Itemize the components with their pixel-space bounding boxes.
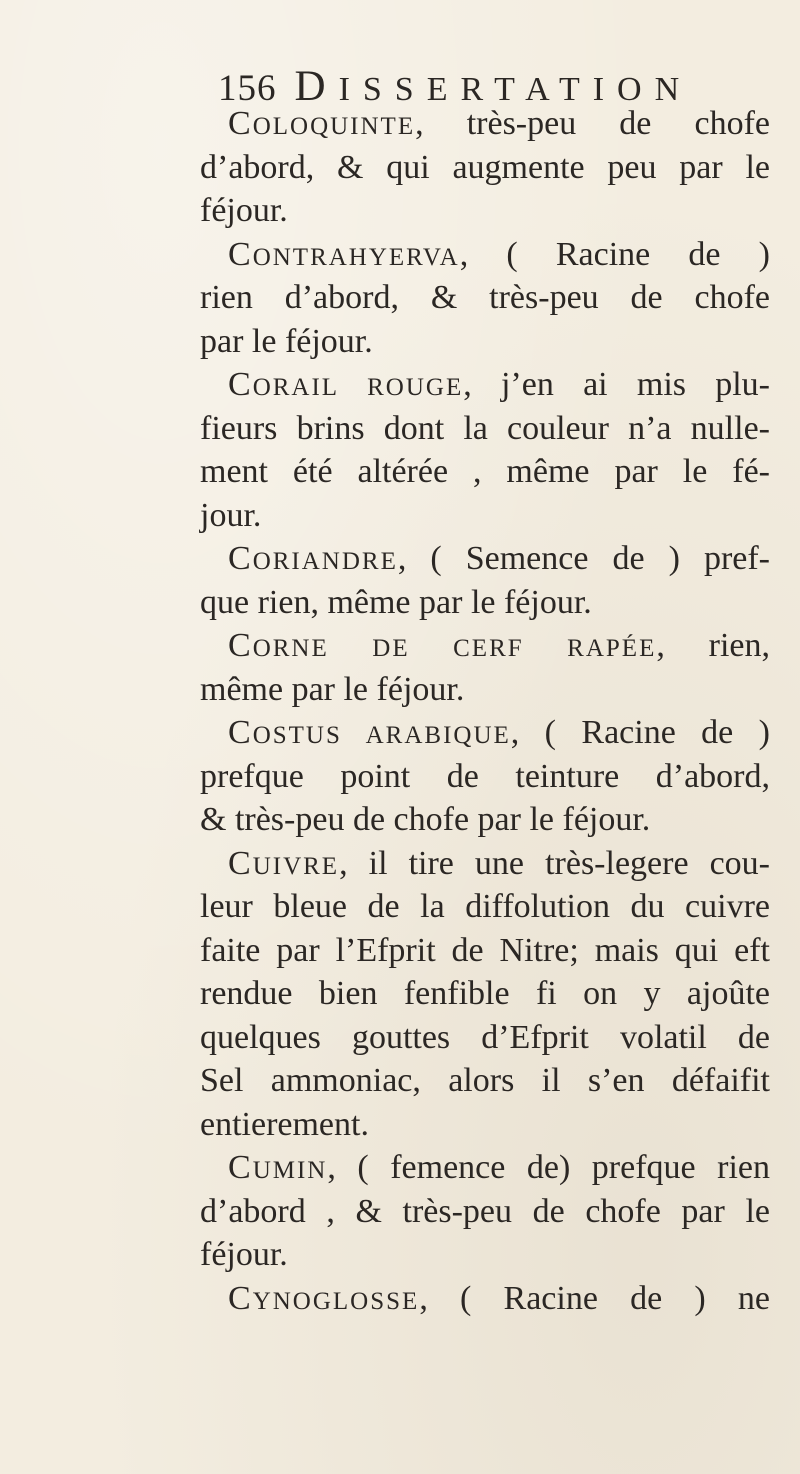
entry-corne-line-1: CORNE DE CERF RAPÉE, rien, (228, 627, 770, 664)
entry-contrahyerva-line-3: par le féjour. (200, 322, 373, 360)
entry-coriandre-line-2: que rien, même par le féjour. (200, 583, 592, 621)
page-number: 156 (218, 68, 277, 109)
entry-corne-line-2: même par le féjour. (200, 670, 465, 708)
entry-costus-line-1: COSTUS ARABIQUE, ( Racine de ) (228, 714, 770, 751)
entry-cynoglosse-line-1: CYNOGLOSSE, ( Racine de ) ne (228, 1279, 770, 1317)
entry-term: CORIANDRE (228, 540, 398, 577)
entry-term: CUIVRE (228, 844, 340, 882)
running-head-rest: ISSERTATION (338, 71, 693, 108)
entry-term: CORNE DE CERF RAPÉE (228, 627, 657, 664)
entry-cuivre-line-1: CUIVRE, il tire une très-legere cou- (228, 844, 770, 882)
entry-contrahyerva-line-2: rien d’abord, & très-peu de chofe (200, 279, 770, 316)
entry-coriandre-line-1: CORIANDRE, ( Semence de ) pref- (228, 540, 770, 577)
entry-cuivre-line-3: faite par l’Efprit de Nitre; mais qui eft (200, 931, 770, 969)
entry-cumin-line-3: féjour. (200, 1236, 288, 1273)
entry-cuivre-line-5: quelques gouttes d’Efprit volatil de (200, 1018, 770, 1056)
entry-cuivre-line-4: rendue bien fenfible fi on y ajoûte (200, 975, 770, 1012)
entry-cuivre-line-2: leur bleue de la diffolution du cuivre (200, 888, 770, 925)
entry-cuivre-line-7: entierement. (200, 1105, 369, 1143)
dictionary-text (200, 102, 770, 1320)
entry-costus-line-3: & très-peu de chofe par le féjour. (200, 801, 651, 838)
entry-corail-line-1: CORAIL ROUGE, j’en ai mis plu- (228, 366, 771, 403)
entry-contrahyerva-line-1: CONTRAHYERVA, ( Racine de ) (228, 235, 770, 273)
entry-term: COLOQUINTE (228, 105, 416, 142)
entry-term: CORAIL ROUGE (228, 366, 464, 403)
entry-coloquinte-line-1: COLOQUINTE, très-peu de chofe (228, 105, 770, 142)
entry-cumin-line-2: d’abord , & très-peu de chofe par le (200, 1192, 770, 1230)
entry-term: CUMIN (228, 1149, 328, 1186)
entry-term: COSTUS ARABIQUE (228, 714, 511, 751)
entry-corail-line-2: fieurs brins dont la couleur n’a nulle- (200, 409, 770, 447)
entry-corail-line-3: ment été altérée , même par le fé- (200, 453, 770, 490)
entry-coloquinte-line-2: d’abord, & qui augmente peu par le (200, 148, 770, 186)
entry-costus-line-2: prefque point de teinture d’abord, (200, 757, 770, 795)
entry-cumin-line-1: CUMIN, ( femence de) prefque rien (228, 1149, 770, 1186)
entry-term: CYNOGLOSSE (228, 1279, 420, 1317)
entry-cuivre-line-6: Sel ammoniac, alors il s’en défaifit (200, 1062, 770, 1099)
entry-coloquinte-line-3: féjour. (200, 192, 288, 229)
running-head-initial: D (294, 63, 339, 110)
entry-term: CONTRAHYERVA (228, 235, 460, 273)
entry-corail-line-4: jour. (200, 496, 262, 534)
